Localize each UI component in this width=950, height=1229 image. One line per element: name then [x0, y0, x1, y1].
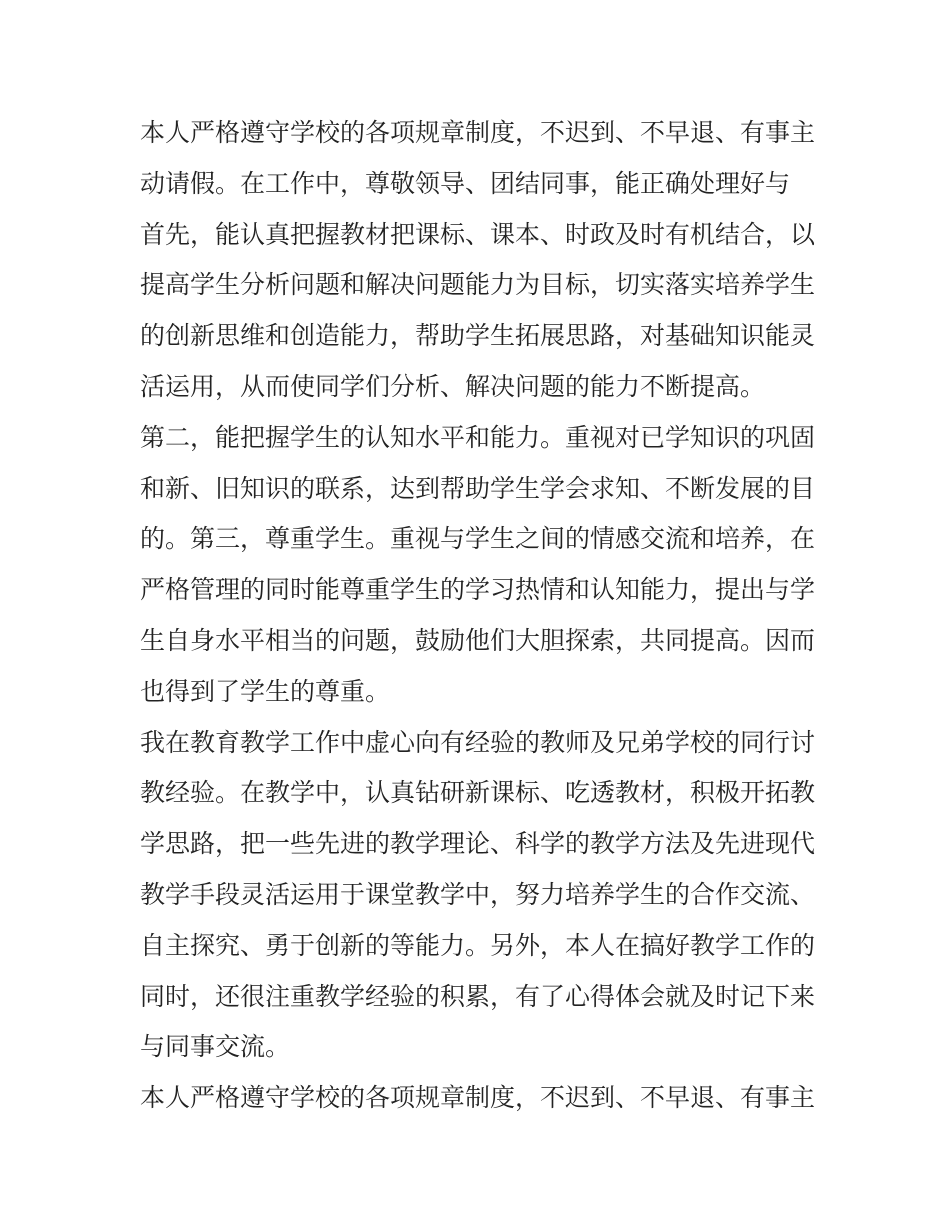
text-line: 教经验。在教学中，认真钻研新课标、吃透教材，积极开拓教 [140, 778, 816, 808]
text-line: 提高学生分析问题和解决问题能力为目标，切实落实培养学生 [140, 270, 816, 300]
text-line: 第二，能把握学生的认知水平和能力。重视对已学知识的巩固 [140, 422, 816, 452]
text-line: 动请假。在工作中，尊敬领导、团结同事，能正确处理好与 [140, 168, 791, 198]
text-line: 的创新思维和创造能力，帮助学生拓展思路，对基础知识能灵 [140, 321, 816, 351]
text-line: 本人严格遵守学校的各项规章制度，不迟到、不早退、有事主 [140, 118, 816, 147]
text-line: 自主探究、勇于创新的等能力。另外，本人在搞好教学工作的 [140, 930, 816, 960]
text-line: 本人严格遵守学校的各项规章制度，不迟到、不早退、有事主 [140, 1083, 816, 1113]
text-line: 的。第三，尊重学生。重视与学生之间的情感交流和培养，在 [140, 524, 816, 554]
text-line: 和新、旧知识的联系，达到帮助学生学会求知、不断发展的目 [140, 473, 816, 503]
text-line: 首先，能认真把握教材把课标、课本、时政及时有机结合，以 [140, 219, 816, 249]
text-line: 学思路，把一些先进的教学理论、科学的教学方法及先进现代 [140, 829, 816, 859]
text-line: 活运用，从而使同学们分析、解决问题的能力不断提高。 [140, 371, 766, 401]
text-line: 严格管理的同时能尊重学生的学习热情和认知能力，提出与学 [140, 575, 816, 605]
text-line: 也得到了学生的尊重。 [140, 676, 391, 706]
text-line: 我在教育教学工作中虚心向有经验的教师及兄弟学校的同行讨 [140, 727, 816, 757]
text-line: 与同事交流。 [140, 1032, 291, 1062]
text-line: 同时，还很注重教学经验的积累，有了心得体会就及时记下来 [140, 981, 816, 1011]
document-body [140, 108, 820, 1124]
text-line: 生自身水平相当的问题，鼓励他们大胆探索，共同提高。因而 [140, 625, 816, 655]
text-line: 教学手段灵活运用于课堂教学中，努力培养学生的合作交流、 [140, 879, 816, 909]
